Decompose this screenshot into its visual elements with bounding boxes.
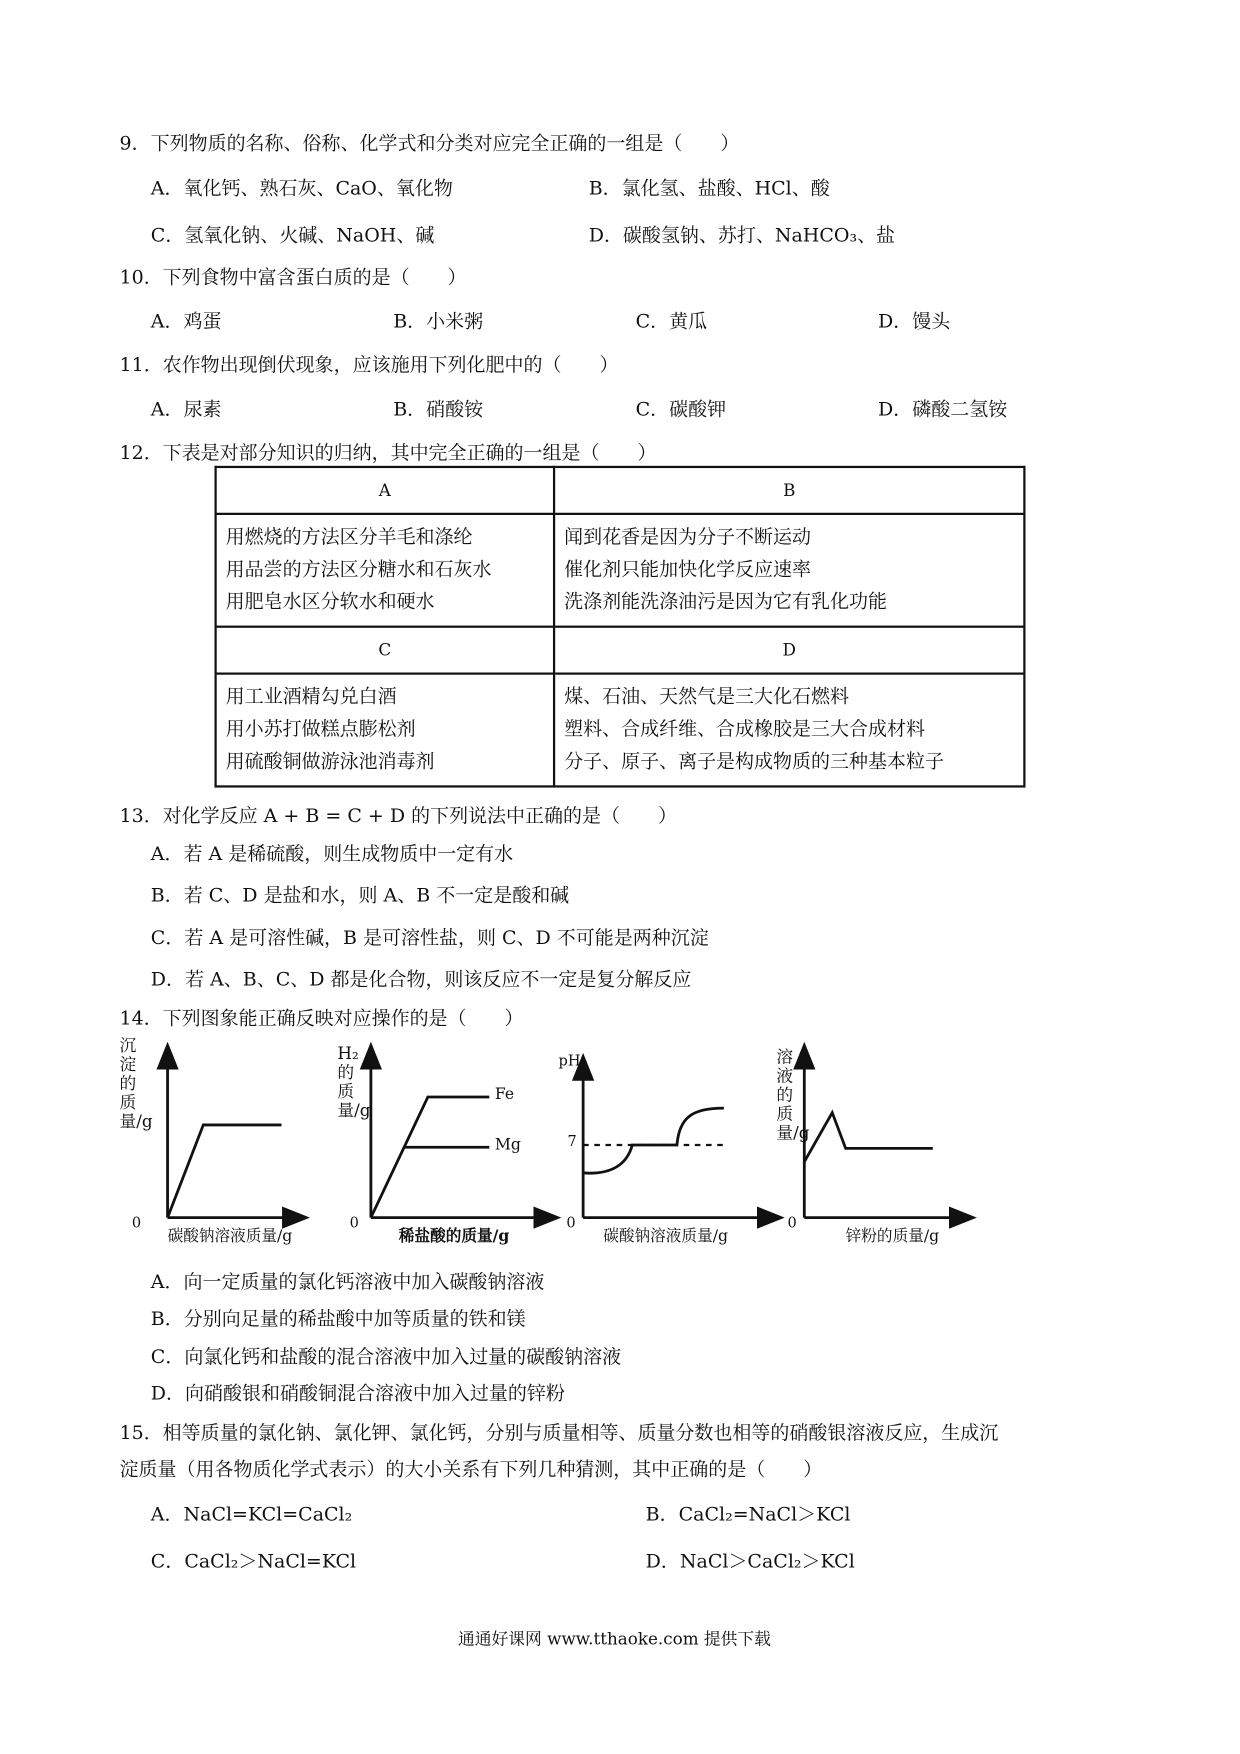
graph-4-xlabel: 锌粉的质量/g: [845, 1227, 940, 1246]
table-head-d: D: [554, 627, 1024, 674]
graph-4-ylabel: 溶液的质量/g: [776, 1046, 810, 1143]
q10-option-c: C．黄瓜: [635, 310, 708, 333]
cell-line: 用工业酒精勾兑白酒: [225, 685, 397, 709]
graph-1-origin: 0: [131, 1215, 142, 1233]
graph-1-curve: [168, 1125, 282, 1218]
graph-3-ylabel: pH: [558, 1053, 581, 1071]
q11-option-a: A．尿素: [150, 398, 222, 422]
q13-option-a: A．若 A 是稀硫酸，则生成物质中一定有水: [150, 843, 514, 866]
q10-option-b: B．小米粥: [393, 310, 484, 333]
table-cell-c: [216, 674, 554, 787]
q14-option-d: D．向硝酸银和硝酸铜混合溶液中加入过量的锌粉: [150, 1382, 565, 1406]
q12-stem: 12．下表是对部分知识的归纳，其中完全正确的一组是（ ）: [119, 442, 657, 465]
q14-option-b: B．分别向足量的稀盐酸中加等质量的铁和镁: [150, 1308, 526, 1331]
cell-line: 用硫酸铜做游泳池消毒剂: [225, 750, 435, 774]
q14-option-a: A．向一定质量的氯化钙溶液中加入碳酸钠溶液: [150, 1271, 545, 1294]
graph-3-curve: [583, 1108, 724, 1173]
q14-stem: 14．下列图象能正确反映对应操作的是（ ）: [119, 1007, 524, 1030]
q15-stem-line2: 淀质量（用各物质化学式表示）的大小关系有下列几种猜测，其中正确的是（ ）: [119, 1458, 823, 1482]
q9-option-a: A．氧化钙、熟石灰、CaO、氧化物: [150, 177, 453, 200]
graph-4-origin: 0: [787, 1215, 797, 1233]
cell-line: 用品尝的方法区分糖水和石灰水: [225, 558, 492, 581]
table-cell-b: [554, 514, 1024, 627]
q9-stem: 9．下列物质的名称、俗称、化学式和分类对应完全正确的一组是（ ）: [119, 132, 740, 156]
graph-3-tick-7: 7: [567, 1133, 577, 1151]
q15-option-c: C．CaCl₂＞NaCl=KCl: [150, 1550, 357, 1573]
graph-2-origin: 0: [349, 1215, 359, 1233]
table-head-a: A: [216, 467, 554, 514]
q15-option-d: D．NaCl＞CaCl₂＞KCl: [645, 1550, 855, 1573]
cell-line: 分子、原子、离子是构成物质的三种基本粒子: [564, 750, 944, 774]
knowledge-table: [214, 466, 1025, 788]
q13-option-c: C．若 A 是可溶性碱，B 是可溶性盐，则 C、D 不可能是两种沉淀: [150, 927, 709, 950]
cell-line: 煤、石油、天然气是三大化石燃料: [564, 685, 849, 709]
graph-2-ylabel: H₂的质量/g: [337, 1043, 371, 1121]
cell-line: 闻到花香是因为分子不断运动: [564, 526, 812, 549]
q15-option-a: A．NaCl=KCl=CaCl₂: [150, 1503, 353, 1526]
graph-2-legend-mg: Mg: [494, 1136, 521, 1154]
q9-option-c: C．氢氧化钠、火碱、NaOH、碱: [150, 224, 435, 247]
cell-line: 用肥皂水区分软水和硬水: [225, 590, 435, 614]
table-cell-a: [216, 514, 554, 627]
graph-3-xlabel: 碳酸钠溶液质量/g: [603, 1227, 729, 1246]
graph-1-xlabel: 碳酸钠溶液质量/g: [167, 1227, 293, 1246]
q11-option-d: D．磷酸二氢铵: [878, 398, 1008, 422]
cell-line: 用燃烧的方法区分羊毛和涤纶: [225, 526, 473, 549]
q13-stem: 13．对化学反应 A + B = C + D 的下列说法中正确的是（ ）: [119, 805, 677, 828]
q11-option-c: C．碳酸钾: [635, 398, 727, 422]
cell-line: 洗涤剂能洗涤油污是因为它有乳化功能: [564, 590, 887, 614]
q9-option-b: B．氯化氢、盐酸、HCl、酸: [588, 177, 830, 200]
cell-line: 催化剂只能加快化学反应速率: [564, 558, 812, 581]
q11-option-b: B．硝酸铵: [393, 398, 484, 422]
q13-option-d: D．若 A、B、C、D 都是化合物，则该反应不一定是复分解反应: [150, 968, 692, 991]
cell-line: 用小苏打做糕点膨松剂: [225, 718, 416, 741]
graph-4: [804, 1056, 963, 1218]
footer-text: 通通好课网 www.tthaoke.com 提供下载: [458, 1628, 771, 1649]
graph-2-fe-curve: [371, 1097, 489, 1218]
table-cell-d: [554, 674, 1024, 787]
table-head-b: B: [554, 467, 1024, 514]
graph-3: [583, 1067, 771, 1218]
graph-4-curve: [804, 1113, 932, 1162]
graph-1: [168, 1056, 296, 1218]
cell-line: 塑料、合成纤维、合成橡胶是三大合成材料: [564, 718, 925, 741]
q10-option-d: D．馒头: [878, 310, 951, 333]
q15-stem-line1: 15．相等质量的氯化钠、氯化钾、氯化钙，分别与质量相等、质量分数也相等的硝酸银溶液反应，生成沉: [119, 1422, 999, 1445]
q9-option-d: D．碳酸氢钠、苏打、NaHCO₃、盐: [588, 224, 896, 247]
q14-option-c: C．向氯化钙和盐酸的混合溶液中加入过量的碳酸钠溶液: [150, 1346, 622, 1369]
graph-3-origin: 0: [566, 1215, 576, 1233]
table-head-c: C: [216, 627, 554, 674]
q10-option-a: A．鸡蛋: [150, 310, 222, 333]
q11-stem: 11．农作物出现倒伏现象，应该施用下列化肥中的（ ）: [119, 354, 619, 377]
graph-2-xlabel: 稀盐酸的质量/g: [398, 1227, 510, 1246]
graph-2-legend-fe: Fe: [494, 1085, 515, 1104]
q10-stem: 10．下列食物中富含蛋白质的是（ ）: [119, 266, 467, 290]
graph-1-ylabel: 沉淀的质量/g: [119, 1035, 153, 1132]
q13-option-b: B．若 C、D 是盐和水，则 A、B 不一定是酸和碱: [150, 884, 570, 908]
q15-option-b: B．CaCl₂=NaCl＞KCl: [645, 1503, 851, 1526]
